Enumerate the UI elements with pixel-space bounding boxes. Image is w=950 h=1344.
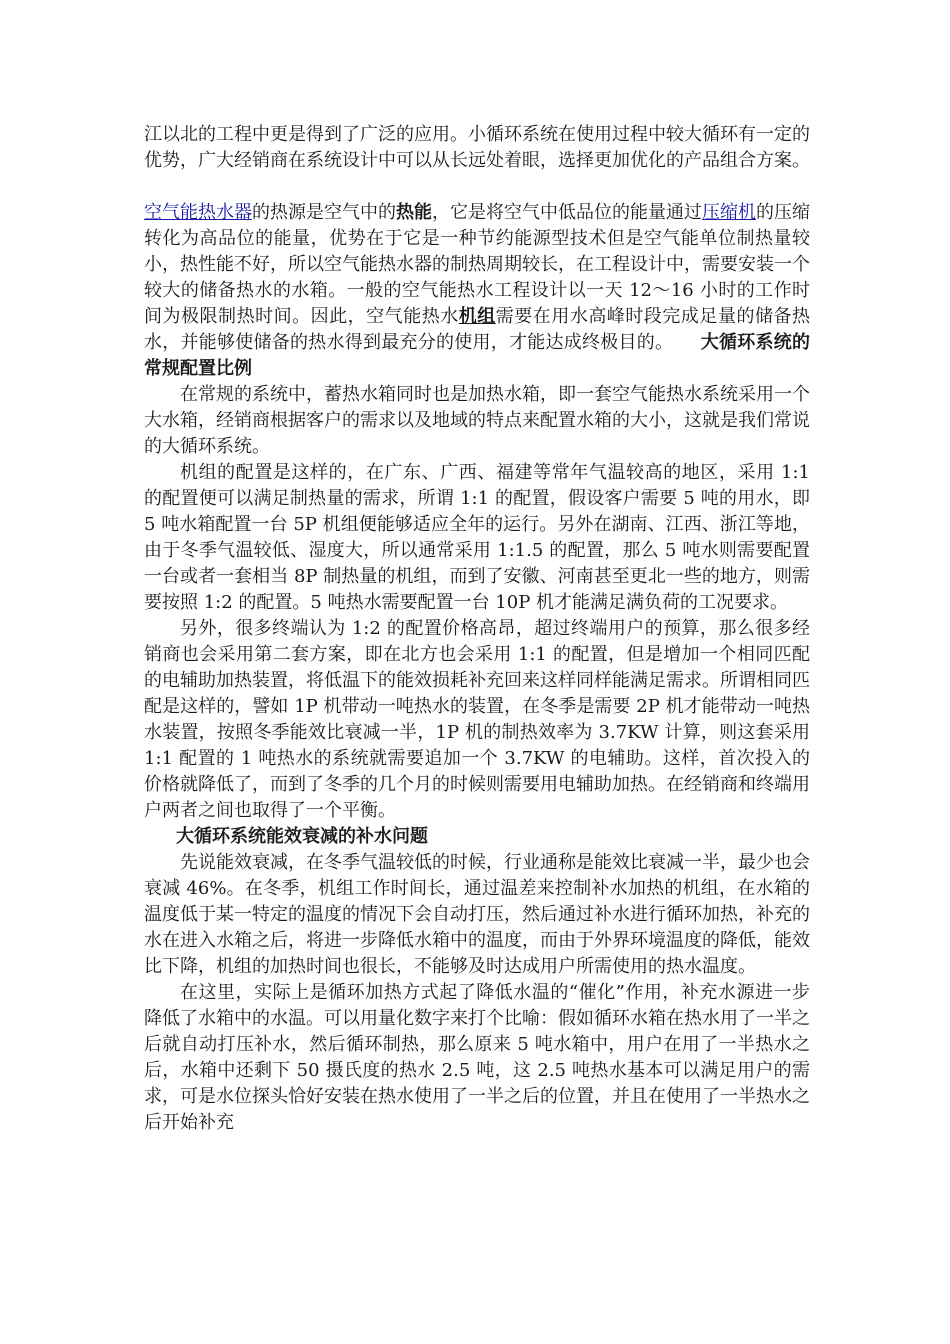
paragraph-heat-source [144, 200, 810, 382]
text-segment: 的压缩转化为高品位的能量，优势在于它是一种节约能源型技术但是空气能单位制热量较小，热性能不好，所以空气能热水器的制热周期较长，在工程设计中，需要安装一个较大的储备热水的水箱。一般的空气能热水工程设计以一天 12～16 小时的工作时间为极限制热时间。因此，空气能热水 [144, 202, 810, 327]
paragraph-unit-config: 机组的配置是这样的，在广东、广西、福建等常年气温较高的地区，采用 1:1 的配置便可以满足制热量的需求，所谓 1:1 的配置，假设客户需要 5 吨的用水，即 5 吨水箱配置一台 5P 机组便能够适应全年的运行。另外在湖南、江西、浙江等地，由于冬季气温较低、湿度大，所以通常采用 1:1.5 的配置，那么 5 吨水则需要配置一台或者一套相当 8P 制热量的机组，而到了安徽、河南甚至更北一些的地方，则需要按照 1:2 的配置。5 吨热水需要配置一台 10P 机才能满足满负荷的工况要求。 [144, 462, 810, 613]
link-air-energy-water-heater[interactable]: 空气能热水器 [144, 202, 252, 223]
paragraph-intro: 江以北的工程中更是得到了广泛的应用。小循环系统在使用过程中较大循环有一定的优势，广大经销商在系统设计中可以从长远处着眼，选择更加优化的产品组合方案。 [144, 124, 810, 171]
paragraph-regular-system: 在常规的系统中，蓄热水箱同时也是加热水箱，即一套空气能热水系统采用一个大水箱，经销商根据客户的需求以及地域的特点来配置水箱的大小，这就是我们常说的大循环系统。 [144, 384, 810, 457]
link-unit[interactable]: 机组 [458, 306, 496, 327]
paragraph-catalyst: 在这里，实际上是循环加热方式起了降低水温的“催化”作用，补充水源进一步降低了水箱中的水温。可以用量化数字来打个比喻：假如循环水箱在热水用了一半之后就自动打压补水，然后循环制热，那么原来 5 吨水箱中，用户在用了一半热水之后，水箱中还剩下 50 摄氏度的热水 2.5 吨，这 2.5 吨热水基本可以满足用户的需求，可是水位探头恰好安装在热水使用了一半之后的位置，并且在使用了一半热水之后开始补充 [144, 982, 810, 1133]
section-heading-config-ratio: 大循环系统的常规配置比例 [144, 332, 810, 379]
paragraph-second-plan: 另外，很多终端认为 1:2 的配置价格高昂，超过终端用户的预算，那么很多经销商也会采用第二套方案，即在北方也会采用 1:1 的配置，但是增加一个相同匹配的电辅助加热装置，将低温下的能效损耗补充回来这样同样能满足需求。所谓相同匹配是这样的，譬如 1P 机带动一吨热水的装置，在冬季是需要 2P 机才能带动一吨热水装置，按照冬季能效比衰减一半，1P 机的制热效率为 3.7KW 计算，则这套采用 1:1 配置的 1 吨热水的系统就需要追加一个 3.7KW 的电辅助。这样，首次投入的价格就降低了，而到了冬季的几个月的时候则需要用电辅助加热。在经销商和终端用户两者之间也取得了一个平衡。 [144, 618, 810, 821]
section-heading-efficiency-decay: 大循环系统能效衰减的补水问题 [176, 826, 428, 847]
bold-term-heat-energy: 热能 [396, 202, 432, 223]
document-body [144, 122, 810, 1136]
paragraph-efficiency-decay: 先说能效衰减，在冬季气温较低的时候，行业通称是能效比衰减一半，最少也会衰减 46%。在冬季，机组工作时间长，通过温差来控制补水加热的机组，在水箱的温度低于某一特定的温度的情况下会自动打压，然后通过补水进行循环加热，补充的水在进入水箱之后，将进一步降低水箱中的温度，而由于外界环境温度的降低，能效比下降，机组的加热时间也很长，不能够及时达成用户所需使用的热水温度。 [144, 852, 810, 977]
paragraph-spacer [144, 174, 810, 200]
text-segment: 需要在用水高峰时段完成足量的储备热水，并能够使储备的热水得到最充分的使用，才能达成终极目的。 [144, 306, 811, 353]
text-segment: ，它是将空气中低品位的能量通过 [432, 202, 702, 223]
text-segment: 的热源是空气中的 [252, 202, 396, 223]
link-compressor[interactable]: 压缩机 [702, 202, 756, 223]
